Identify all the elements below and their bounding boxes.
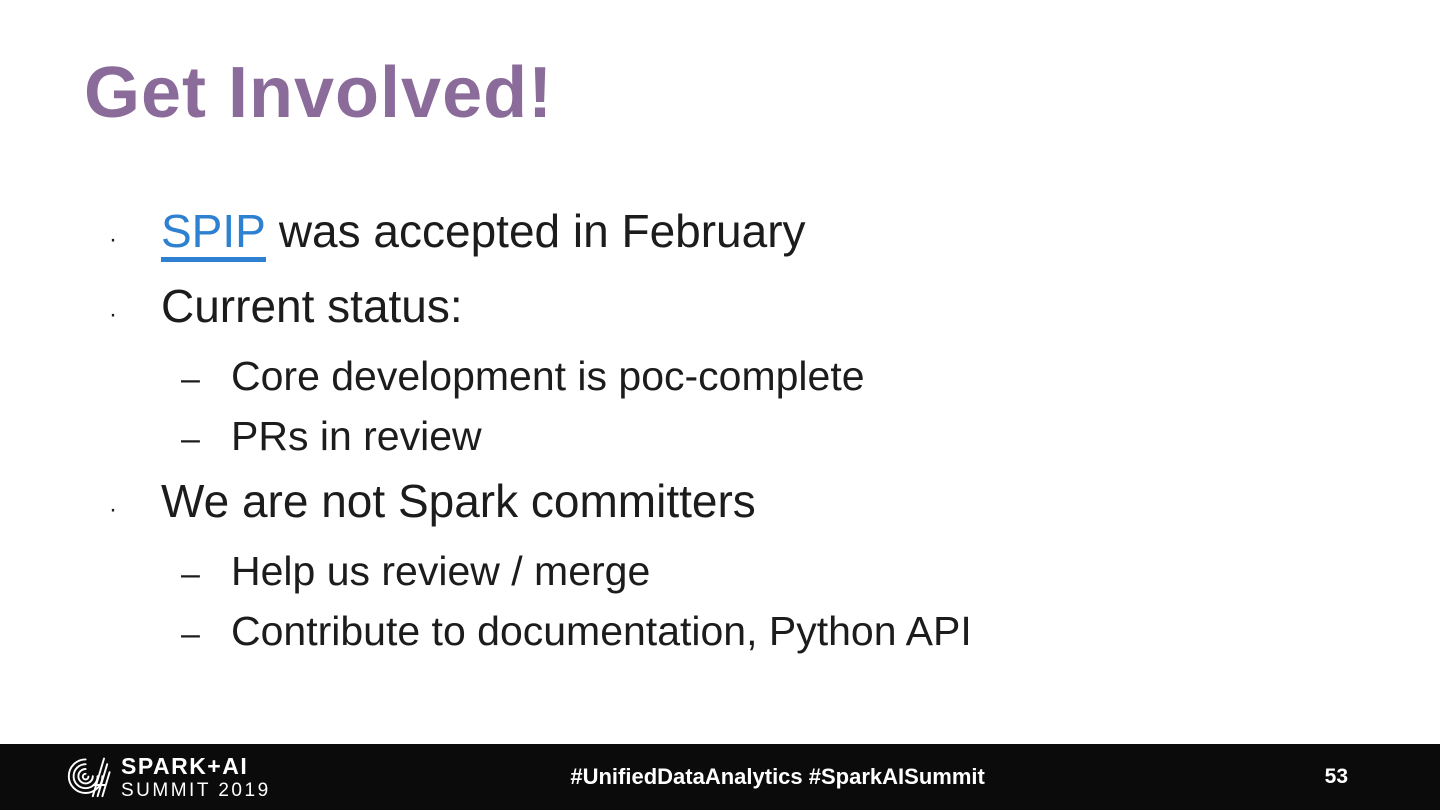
dash-icon: –	[181, 555, 200, 593]
list-item	[175, 408, 1355, 468]
dash-icon: –	[181, 420, 200, 458]
bullet-icon: ·	[109, 226, 117, 253]
list-item	[105, 273, 1355, 348]
bullet-text-after-link: was accepted in February	[278, 205, 806, 257]
list-item	[175, 543, 1355, 603]
bullet-text: Core development is poc-complete	[231, 353, 865, 399]
bullet-text: PRs in review	[231, 413, 482, 459]
page-title: Get Involved!	[84, 53, 554, 133]
spip-link[interactable]: SPIP	[161, 205, 266, 262]
list-item	[105, 198, 1355, 273]
bullet-icon: ·	[109, 496, 117, 523]
footer-hashtags: #UnifiedDataAnalytics #SparkAISummit	[570, 764, 985, 789]
footer-bar	[0, 744, 1440, 810]
list-item	[175, 603, 1355, 663]
bullet-text: We are not Spark committers	[161, 475, 756, 527]
spark-ai-summit-mark-icon	[64, 753, 112, 801]
dash-icon: –	[181, 360, 200, 398]
page-number: 53	[1324, 765, 1348, 788]
bullet-icon: ·	[109, 301, 117, 328]
list-item	[105, 468, 1355, 543]
spark-ai-summit-logo	[64, 753, 271, 801]
dash-icon: –	[181, 615, 200, 653]
logo-text	[121, 752, 271, 801]
bullet-text: Contribute to documentation, Python API	[231, 608, 972, 654]
bullet-text	[161, 198, 806, 264]
bullet-text: Help us review / merge	[231, 548, 651, 594]
logo-subtitle: SUMMIT 2019	[121, 779, 271, 801]
list-item	[175, 348, 1355, 408]
bullet-text: Current status:	[161, 280, 463, 332]
bullet-list	[105, 198, 1355, 663]
logo-title: SPARK+AI	[121, 752, 249, 779]
